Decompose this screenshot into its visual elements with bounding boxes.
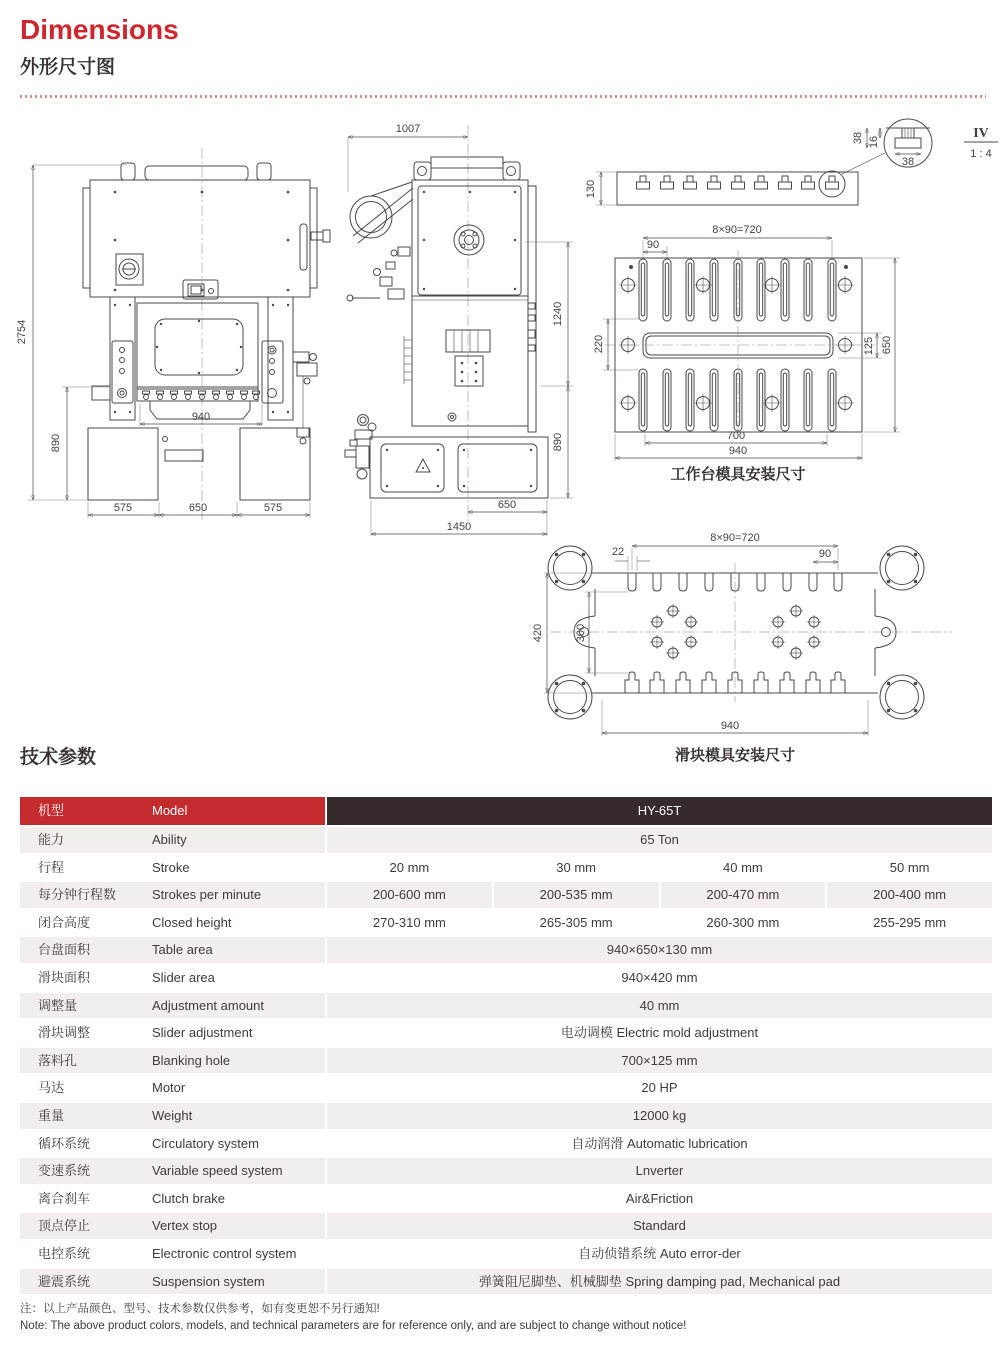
table-row-suspension: 避震系统 Suspension system 弹簧阻尼脚垫、机械脚垫 Spring damping pad, Mechanical pad: [20, 1269, 992, 1295]
side-view: [345, 123, 573, 536]
dim-slider-hole-span: 300: [575, 623, 587, 643]
dim-worktable-width: 940: [728, 445, 748, 457]
machine-body: [412, 180, 528, 426]
dim-side-top-width: 1007: [395, 123, 421, 135]
corner-flange: [548, 675, 592, 719]
dotted-divider: [20, 95, 986, 98]
dim-tslot-depth: 38: [852, 131, 864, 145]
dim-side-upper-height: 1240: [552, 301, 564, 327]
spec-table: [20, 797, 992, 1296]
dim-bolster-thickness: 130: [585, 179, 597, 199]
worktable-top-view: [593, 224, 900, 483]
dim-worktable-center-height: 220: [593, 334, 605, 354]
detail-callout-circle: [819, 171, 845, 197]
table-row-ability: 能力 Ability 65 Ton: [20, 827, 992, 853]
page-subtitle-cn: 外形尺寸图: [20, 57, 116, 78]
warning-triangle-icon: [416, 459, 430, 472]
dim-front-table-width: 940: [191, 411, 211, 423]
front-view: [16, 148, 330, 520]
header-model-value: HY-65T: [327, 797, 992, 825]
right-control-panel: [262, 341, 283, 403]
dim-front-foot-left: 575: [113, 502, 133, 514]
table-row-electronic-control: 电控系统 Electronic control system 自动侦错系统 Auto error-der: [20, 1241, 992, 1267]
table-row-adjustment: 调整量 Adjustment amount 40 mm: [20, 993, 992, 1019]
dim-slider-width: 940: [720, 720, 740, 732]
page-title: Dimensions: [20, 14, 179, 45]
table-row-variable-speed: 变速系统 Variable speed system Lnverter: [20, 1158, 992, 1184]
dim-tslot-neck: 16: [868, 135, 880, 149]
dim-worktable-pitch-total: 8×90=720: [712, 224, 762, 236]
air-filter: [356, 446, 369, 468]
table-row-vertex-stop: 顶点停止 Vertex stop Standard: [20, 1213, 992, 1239]
dim-front-base-height: 890: [50, 433, 62, 453]
table-row-slider-area: 滑块面积 Slider area 940×420 mm: [20, 965, 992, 991]
corner-flange: [880, 546, 924, 590]
dim-worktable-hole-width: 700: [726, 430, 746, 442]
header-en: Model: [152, 803, 188, 818]
slider-caption: 滑块模具安装尺寸: [674, 747, 796, 764]
bolster-section: [585, 119, 998, 205]
technical-drawings: [0, 108, 1000, 780]
dim-slider-depth: 420: [532, 623, 544, 643]
dim-front-center: 650: [188, 502, 208, 514]
dim-side-base-height: 890: [552, 432, 564, 452]
left-control-panel: [112, 341, 133, 403]
dim-side-base-inner: 650: [497, 499, 517, 511]
worktable-caption: 工作台模具安装尺寸: [670, 466, 806, 483]
note-cn: 注：以上产品颜色、型号、技术参数仅供参考，如有变更恕不另行通知!: [20, 1303, 380, 1315]
table-row-spm: 每分钟行程数 Strokes per minute 200-600 mm 200-535 mm 200-470 mm 200-400 mm: [20, 882, 992, 908]
header-cn: 机型: [38, 803, 65, 818]
note-en: Note: The above product colors, models, and technical parameters are for reference only, and are subject to change without notice!: [20, 1320, 687, 1332]
table-row-stroke: 行程 Stroke 20 mm 30 mm 40 mm 50 mm: [20, 855, 992, 881]
table-header-row: [20, 797, 992, 825]
table-row-motor: 马达 Motor 20 HP: [20, 1075, 992, 1101]
detail-scale-label: 1 : 4: [970, 148, 992, 160]
table-row-closed-height: 闭合高度 Closed height 270-310 mm 265-305 mm 260-300 mm 255-295 mm: [20, 910, 992, 936]
table-row-clutch-brake: 离合刹车 Clutch brake Air&Friction: [20, 1186, 992, 1212]
table-row-weight: 重量 Weight 12000 kg: [20, 1103, 992, 1129]
bolster-bolts: [143, 391, 260, 400]
air-gauge: [358, 415, 369, 426]
table-row-blanking-hole: 落料孔 Blanking hole 700×125 mm: [20, 1048, 992, 1074]
dim-worktable-hole-height: 125: [863, 336, 875, 356]
dim-slider-pitch-total: 8×90=720: [710, 532, 760, 544]
flywheel-guard: [350, 196, 392, 238]
slider-bottom-view: [532, 532, 952, 764]
table-row-circulatory: 循环系统 Circulatory system 自动润滑 Automatic lubrication: [20, 1131, 992, 1157]
dim-tslot-width: 38: [901, 156, 915, 168]
section-title-tech-params: 技术参数: [20, 747, 97, 768]
dim-side-base-width: 1450: [446, 521, 472, 533]
dim-slider-edge: 22: [611, 546, 625, 558]
dim-front-height: 2754: [16, 319, 28, 345]
corner-flange: [880, 675, 924, 719]
dim-worktable-depth: 650: [881, 335, 893, 355]
dim-front-foot-right: 575: [263, 502, 283, 514]
corner-flange: [548, 546, 592, 590]
dim-worktable-pitch: 90: [646, 239, 660, 251]
table-row-table-area: 台盘面积 Table area 940×650×130 mm: [20, 937, 992, 963]
dim-slider-pitch: 90: [818, 548, 832, 560]
right-foot: [240, 428, 310, 500]
detail-id-label: IV: [973, 126, 989, 141]
left-foot: [88, 428, 158, 500]
table-row-slider-adjustment: 滑块调整 Slider adjustment 电动调模 Electric mold adjustment: [20, 1020, 992, 1046]
